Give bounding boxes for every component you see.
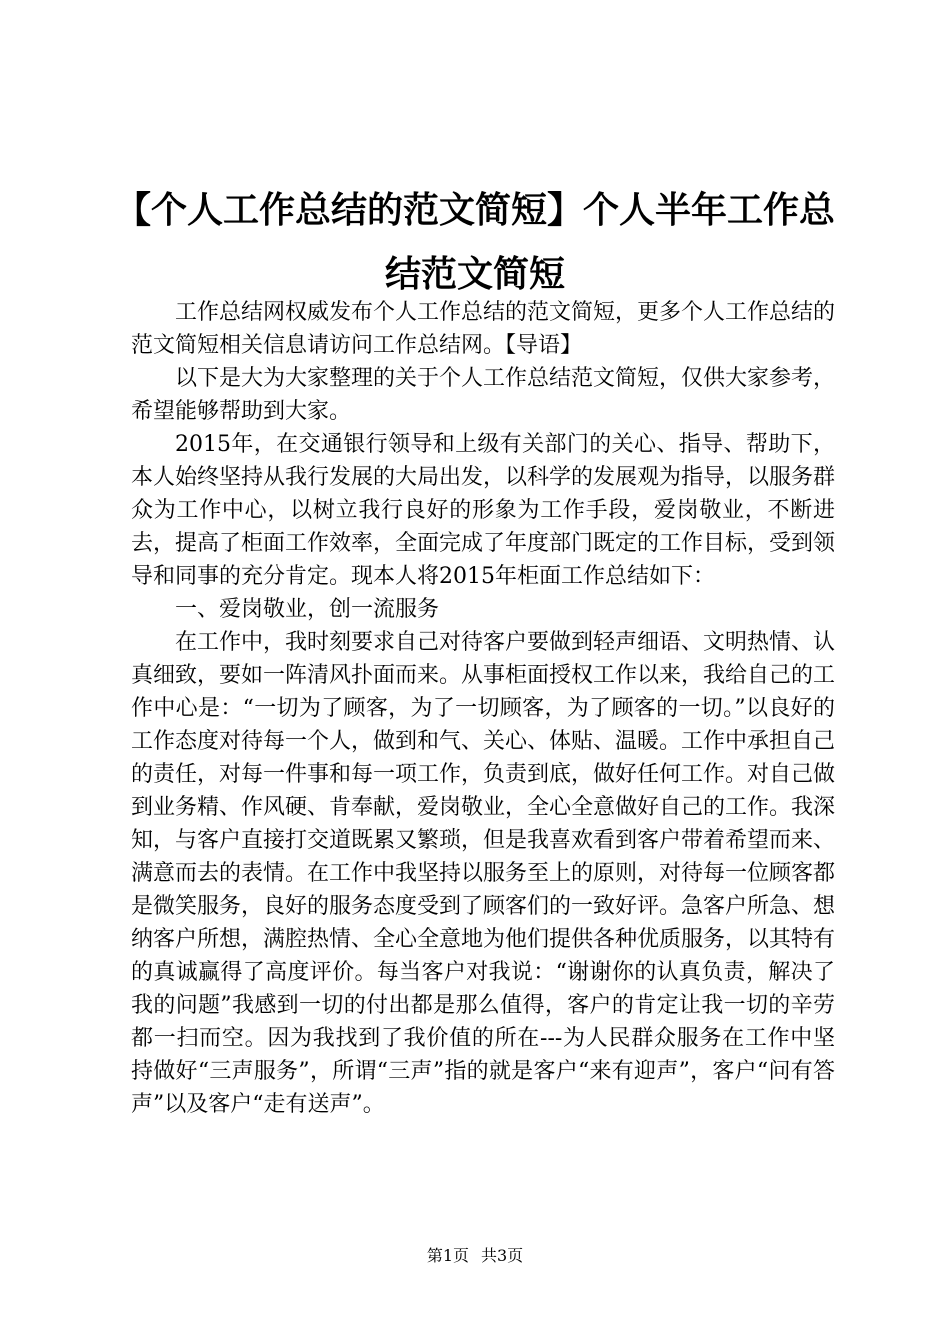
page-number: 第1页: [426, 1246, 469, 1265]
section-heading: 一、爱岗敬业，创一流服务: [175, 597, 440, 622]
paragraph-intro: 工作总结网权威发布个人工作总结的范文简短，更多个人工作总结的范文简短相关信息请访问工作总结网。【导语】: [131, 300, 836, 358]
page-count: 共3页: [481, 1246, 524, 1265]
document-body: [131, 296, 835, 1121]
title-line-2: 结范文简短: [384, 253, 565, 295]
page-footer: [0, 1246, 950, 1266]
document-title: [100, 178, 850, 306]
paragraph-service: 在工作中，我时刻要求自己对待客户要做到轻声细语、文明热情、认真细致，要如一阵清风扑面而来。从事柜面授权工作以来，我给自己的工作中心是：“一切为了顾客，为了一切顾客，为了顾客的一切。”以良好的工作态度对待每一个人，做到和气、关心、体贴、温暖。工作中承担自己的责任，对每一件事和每一项工作，负责到底，做好任何工作。对自己做到业务精、作风硬、肯奉献，爱岗敬业，全心全意做好自己的工作。我深知，与客户直接打交道既累又繁琐，但是我喜欢看到客户带着希望而来、满意而去的表情。在工作中我坚持以服务至上的原则，对待每一位顾客都是微笑服务，良好的服务态度受到了顾客们的一致好评。急客户所急、想纳客户所想，满腔热情、全心全意地为他们提供各种优质服务，以其特有的真诚赢得了高度评价。每当客户对我说：“谢谢你的认真负责，解决了我的问题”我感到一切的付出都是那么值得，客户的肯定让我一切的辛劳都一扫而空。因为我找到了我价值的所在---为人民群众服务在工作中坚持做好“三声服务”，所谓“三声”指的就是客户“来有迎声”，客户“问有答声”以及客户“走有送声”。: [131, 630, 836, 1117]
paragraph-overview: 2015年，在交通银行领导和上级有关部门的关心、指导、帮助下，本人始终坚持从我行发展的大局出发，以科学的发展观为指导，以服务群众为工作中心，以树立我行良好的形象为工作手段，爱岗敬业，不断进去，提高了柜面工作效率，全面完成了年度部门既定的工作目标，受到领导和同事的充分肯定。现本人将2015年柜面工作总结如下：: [131, 432, 836, 589]
paragraph-preface: 以下是大为大家整理的关于个人工作总结范文简短，仅供大家参考，希望能够帮助到大家。: [131, 366, 836, 424]
title-line-1: 【个人工作总结的范文简短】个人半年工作总: [114, 189, 835, 231]
